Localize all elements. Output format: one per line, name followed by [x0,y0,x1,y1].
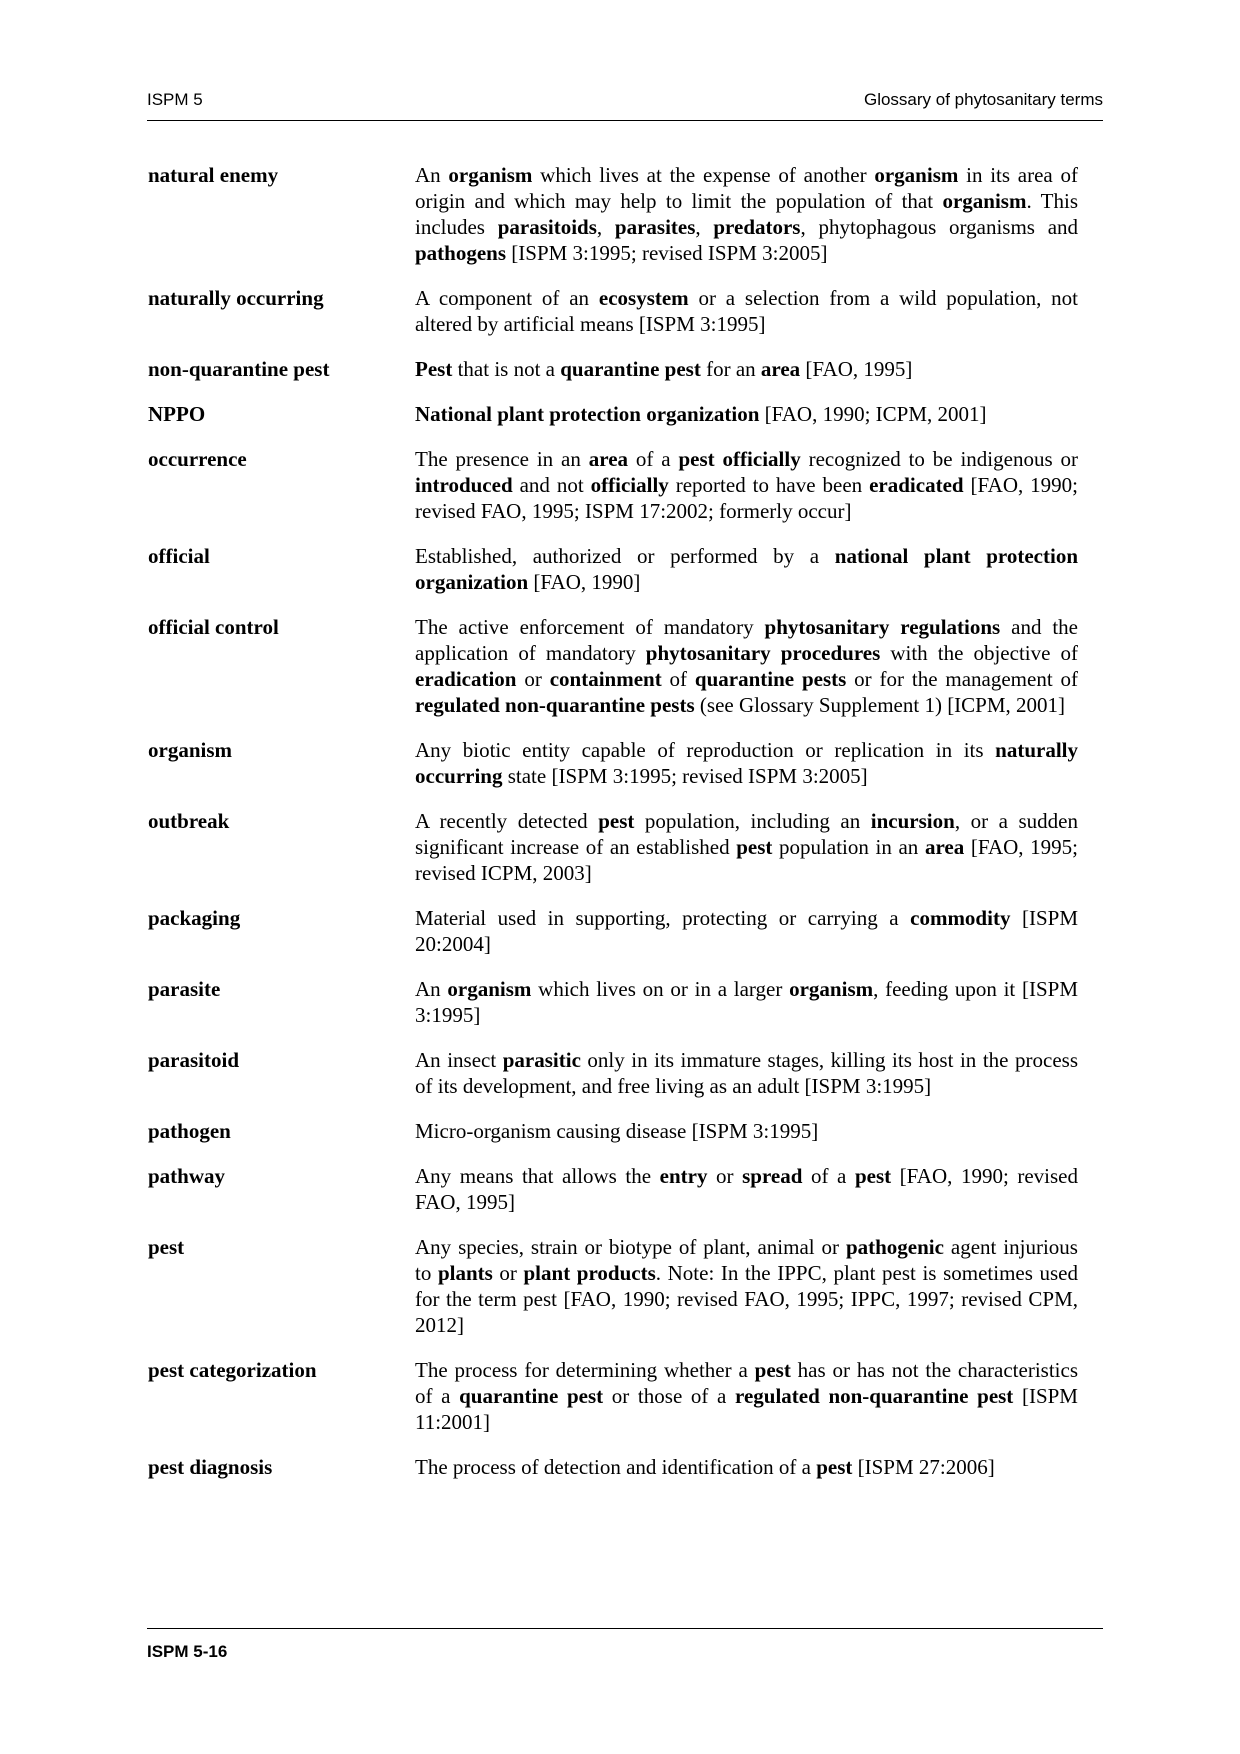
defined-term-reference: quarantine pests [694,667,847,691]
glossary-term: parasitoid [148,1048,240,1072]
header-standard-id: ISPM 5 [147,90,203,109]
glossary-term: pest [148,1235,185,1259]
glossary-definition [415,543,1078,595]
definition-text: has or has not the characteristics of a [415,1358,1078,1408]
defined-term-reference: area [760,357,801,381]
header-document-title: Glossary of phytosanitary terms [863,90,1103,109]
glossary-term: non-quarantine pest [148,357,330,381]
glossary-term: occurrence [148,447,247,471]
glossary-definition [415,1163,1078,1215]
defined-term-reference: officially [590,473,669,497]
footer-divider [147,1628,1103,1629]
defined-term-reference: quarantine pest [560,357,701,381]
glossary-entry [148,401,1078,427]
defined-term-reference: parasitoids [497,215,597,239]
glossary-definition [415,285,1078,337]
glossary-term: official control [148,615,279,639]
definition-text: [FAO, 1995; revised ICPM, 2003] [415,835,1079,885]
glossary-term: outbreak [148,809,230,833]
defined-term-reference: Pest [415,357,453,381]
definition-text: reported to have been [668,473,870,497]
glossary-definition [415,446,1078,524]
defined-term-reference: organism [942,189,1027,213]
glossary-entry [148,543,1078,595]
definition-text: which lives on or in a larger [531,977,790,1001]
glossary-entry [148,976,1078,1028]
definition-text: or [707,1164,743,1188]
definition-text: Any species, strain or biotype of plant, animal or [415,1235,846,1259]
glossary-definition [415,737,1078,789]
definition-text: or for the management of [846,667,1079,691]
defined-term-reference: phytosanitary regulations [764,615,1001,639]
definition-text: A recently detected [415,809,599,833]
definition-text: , or a sudden significant increase of an established [415,809,1078,859]
defined-term-reference: quarantine pest [459,1384,604,1408]
defined-term-reference: parasites [614,215,696,239]
glossary-definition [415,905,1078,957]
definition-text: [FAO, 1990; revised FAO, 1995] [415,1164,1078,1214]
definition-text: Any means that allows the [415,1164,660,1188]
definition-text: or those of a [603,1384,736,1408]
defined-term-reference: organism [874,163,959,187]
glossary-term: parasite [148,977,221,1001]
defined-term-reference: area [924,835,965,859]
defined-term-reference: officially [722,447,801,471]
definition-text: with the objective of [880,641,1078,665]
glossary-term: pathogen [148,1119,231,1143]
definition-text: Material used in supporting, protecting or carrying a [415,906,911,930]
defined-term-reference: eradication [415,667,517,691]
glossary-entry [148,356,1078,382]
defined-term-reference: organism [447,977,532,1001]
glossary-entry [148,1234,1078,1338]
defined-term-reference: incursion [870,809,955,833]
glossary-entry [148,808,1078,886]
defined-term-reference: parasitic [502,1048,581,1072]
definition-text: A component of an [415,286,599,310]
definition-text: recognized to be indigenous or [800,447,1079,471]
definition-text: population, including an [634,809,871,833]
definition-text: Micro-organism causing disease [ISPM 3:1995] [415,1119,819,1143]
page-header [147,88,1103,121]
definition-text: which lives at the expense of another [532,163,875,187]
definition-text: in its area of origin and which may help to limit the population of that [415,163,1079,213]
definition-text: and the application of mandatory [415,615,1079,665]
defined-term-reference: pathogens [415,241,507,265]
defined-term-reference: pest [678,447,715,471]
glossary-entry [148,1357,1078,1435]
definition-text: and not [512,473,591,497]
glossary-entry [148,1118,1078,1144]
defined-term-reference: National plant protection organization [415,402,760,426]
definition-text: [ISPM 11:2001] [415,1384,1078,1434]
definition-text: population in an [772,835,925,859]
glossary-definition [415,356,1078,382]
glossary-entry [148,614,1078,718]
glossary-entry [148,285,1078,337]
definition-text: [FAO, 1990; ICPM, 2001] [759,402,987,426]
definition-text: , feeding upon it [ISPM 3:1995] [415,977,1079,1027]
definition-text: for an [700,357,761,381]
definition-text: or [516,667,550,691]
definition-text: [ISPM 20:2004] [415,906,1078,956]
definition-text: The active enforcement of mandatory [415,615,765,639]
definition-text: agent injurious to [415,1235,1078,1285]
defined-term-reference: introduced [415,473,513,497]
definition-text: of [661,667,695,691]
definition-text: An [415,163,449,187]
definition-text: The presence in an [415,447,589,471]
definition-text: , phytophagous organisms and [800,215,1079,239]
glossary-definition [415,401,1078,427]
defined-term-reference: organism [448,163,533,187]
defined-term-reference: entry [659,1164,708,1188]
definition-text: An insect [415,1048,503,1072]
definition-text: of a [802,1164,855,1188]
glossary-list [148,162,1078,1499]
defined-term-reference: plants [437,1261,493,1285]
glossary-term: organism [148,738,232,762]
glossary-definition [415,1357,1078,1435]
glossary-term: pathway [148,1164,226,1188]
defined-term-reference: spread [742,1164,803,1188]
definition-text: . Note: In the IPPC, plant pest is sometimes used for the term pest [FAO, 1990; revised FAO, 1995; IPPC, 1997; revised CPM, 2012] [415,1261,1078,1337]
glossary-definition [415,1118,1078,1144]
defined-term-reference: pest [736,835,773,859]
defined-term-reference: pest [598,809,635,833]
defined-term-reference: national plant protection organization [415,544,1078,594]
glossary-definition [415,162,1078,266]
defined-term-reference: pest [816,1455,853,1479]
defined-term-reference: naturally occurring [415,738,1078,788]
definition-text: [FAO, 1990; revised FAO, 1995; ISPM 17:2002; formerly occur] [415,473,1079,523]
defined-term-reference: organism [789,977,874,1001]
defined-term-reference: phytosanitary procedures [645,641,881,665]
glossary-term: natural enemy [148,163,279,187]
defined-term-reference: regulated non-quarantine pest [735,1384,1014,1408]
definition-text: The process for determining whether a [415,1358,755,1382]
glossary-definition [415,1454,1078,1480]
defined-term-reference: regulated non-quarantine pests [415,693,695,717]
definition-text: Established, authorized or performed by a [415,544,835,568]
glossary-entry [148,1454,1078,1480]
defined-term-reference: pest [754,1358,791,1382]
glossary-definition [415,1047,1078,1099]
definition-text: state [ISPM 3:1995; revised ISPM 3:2005] [502,764,868,788]
definition-text [715,447,723,471]
glossary-entry [148,905,1078,957]
definition-text: that is not a [452,357,561,381]
defined-term-reference: ecosystem [598,286,689,310]
definition-text: of a [628,447,679,471]
glossary-term: pest categorization [148,1358,317,1382]
defined-term-reference: eradicated [869,473,964,497]
glossary-entry [148,1163,1078,1215]
glossary-entry [148,737,1078,789]
glossary-entry [148,446,1078,524]
page-number: ISPM 5-16 [147,1642,228,1661]
definition-text: (see Glossary Supplement 1) [ICPM, 2001] [694,693,1066,717]
definition-text: The process of detection and identification of a [415,1455,817,1479]
definition-text: [ISPM 27:2006] [852,1455,995,1479]
definition-text: An [415,977,448,1001]
definition-text: , [596,215,615,239]
definition-text: [FAO, 1995] [800,357,913,381]
definition-text: Any biotic entity capable of reproduction or replication in its [415,738,996,762]
glossary-definition [415,976,1078,1028]
defined-term-reference: plant products [523,1261,656,1285]
definition-text: only in its immature stages, killing its host in the process of its development, and free living as an adult [ISPM 3:1995] [415,1048,1078,1098]
definition-text: [FAO, 1990] [528,570,641,594]
glossary-definition [415,808,1078,886]
glossary-term: packaging [148,906,241,930]
definition-text: or [492,1261,524,1285]
glossary-entry [148,1047,1078,1099]
defined-term-reference: commodity [910,906,1011,930]
glossary-term: NPPO [148,402,206,426]
glossary-term: naturally occurring [148,286,324,310]
definition-text: . This includes [415,189,1078,239]
defined-term-reference: predators [713,215,801,239]
defined-term-reference: containment [549,667,662,691]
glossary-entry [148,162,1078,266]
definition-text: , [695,215,714,239]
definition-text: [ISPM 3:1995; revised ISPM 3:2005] [506,241,828,265]
glossary-term: pest diagnosis [148,1455,273,1479]
glossary-term: official [148,544,210,568]
defined-term-reference: area [588,447,629,471]
glossary-definition [415,1234,1078,1338]
definition-text: or a selection from a wild population, not altered by artificial means [ISPM 3:1995] [415,286,1078,336]
glossary-definition [415,614,1078,718]
defined-term-reference: pathogenic [845,1235,944,1259]
defined-term-reference: pest [854,1164,892,1188]
